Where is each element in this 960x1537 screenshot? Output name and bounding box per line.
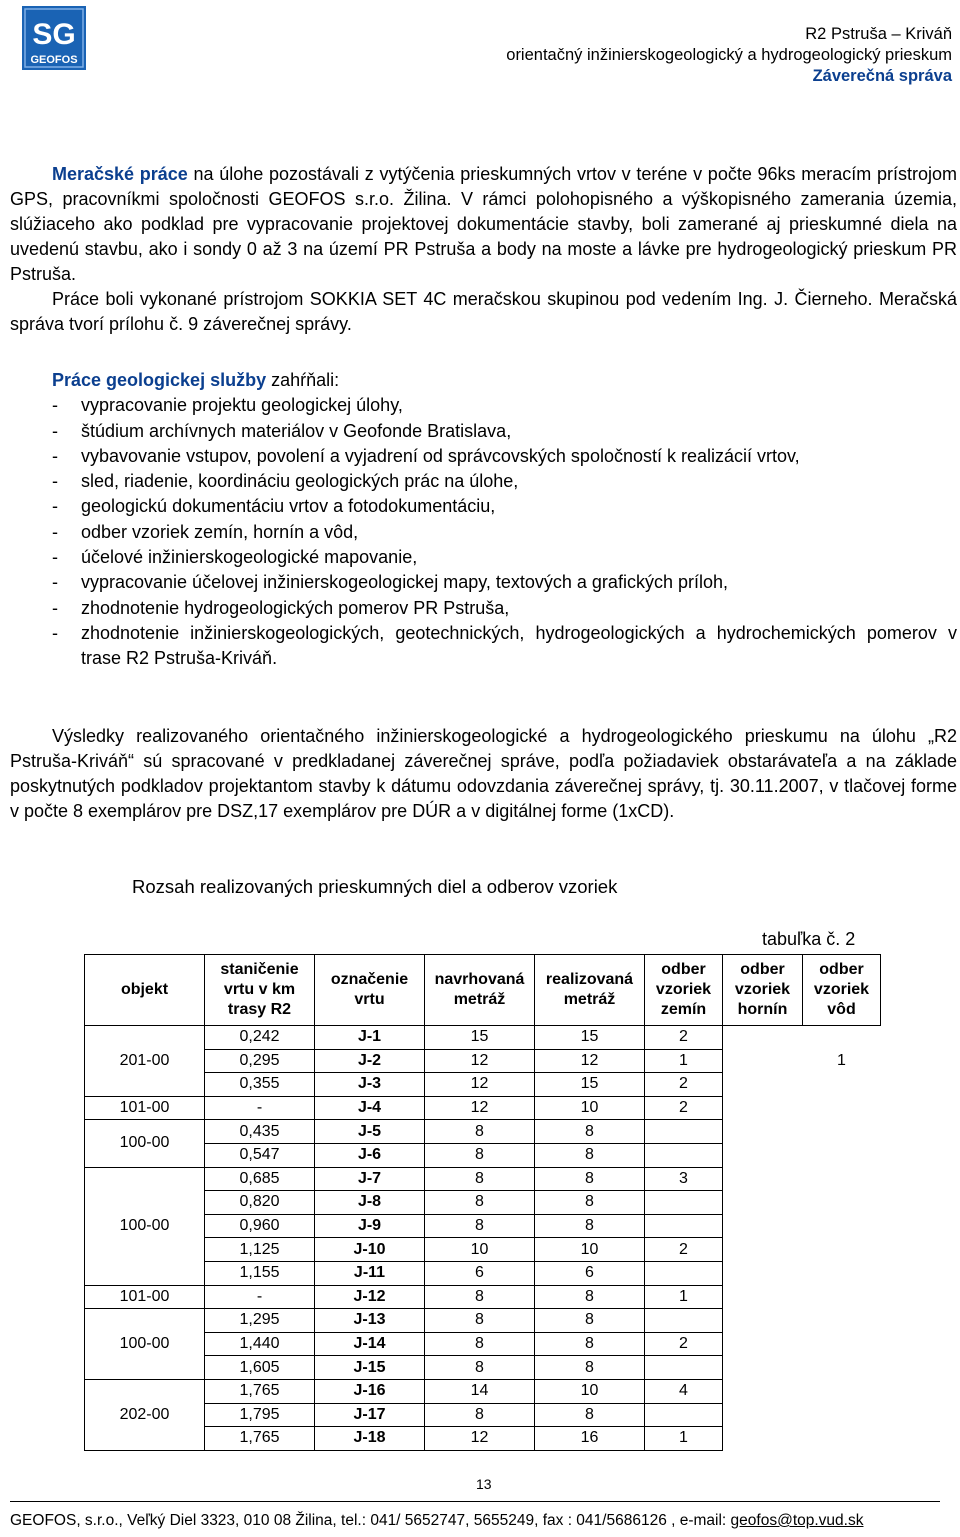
table-cell: 0,355 [205, 1073, 315, 1097]
table-cell: 8 [425, 1167, 535, 1191]
list-dash: - [52, 471, 58, 492]
table-cell [803, 1403, 881, 1427]
table-cell [803, 1120, 881, 1144]
geology-intro: zahŕňali: [266, 370, 340, 390]
table-row [85, 1143, 881, 1167]
footer-text: GEOFOS, s.r.o., Veľký Diel 3323, 010 08 Žilina, tel.: 041/ 5652747, 5655249, fax : 041/5686126 , e-mail: [10, 1512, 731, 1529]
object-cell: 101-00 [85, 1096, 205, 1120]
table-cell [803, 1379, 881, 1403]
list-item [10, 596, 957, 621]
table-cell: 12 [425, 1073, 535, 1097]
table-cell [803, 1214, 881, 1238]
table-cell [723, 1356, 803, 1380]
table-label: tabuľka č. 2 [762, 929, 856, 949]
table-caption: Rozsah realizovaných prieskumných diel a odberov vzoriek [132, 876, 618, 897]
footer-divider [10, 1501, 940, 1502]
table-cell: 2 [645, 1332, 723, 1356]
object-cell: 100-00 [85, 1167, 205, 1285]
header-subtitle: orientačný inžinierskogeologický a hydrogeologický prieskum [506, 46, 952, 64]
table-cell: J-2 [315, 1049, 425, 1073]
table-cell: 6 [535, 1261, 645, 1285]
table-cell [803, 1191, 881, 1215]
list-item [10, 570, 957, 595]
table-cell: 1,795 [205, 1403, 315, 1427]
table-cell: 12 [425, 1049, 535, 1073]
paragraph-surveying [10, 162, 957, 337]
table-cell: 8 [425, 1214, 535, 1238]
table-cell: 8 [535, 1143, 645, 1167]
table-row [85, 1191, 881, 1215]
table-cell: 15 [425, 1026, 535, 1050]
table-cell [645, 1403, 723, 1427]
table-cell: 0,547 [205, 1143, 315, 1167]
table-row [85, 1120, 881, 1144]
table-row [85, 1332, 881, 1356]
table-cell: 14 [425, 1379, 535, 1403]
table-cell [645, 1261, 723, 1285]
table-cell: 2 [645, 1096, 723, 1120]
table-cell [645, 1356, 723, 1380]
table-cell [803, 1427, 881, 1451]
table-cell [723, 1049, 803, 1073]
table-cell [803, 1238, 881, 1262]
list-item [10, 545, 957, 570]
table-cell [723, 1427, 803, 1451]
list-dash: - [52, 395, 58, 416]
table-cell [645, 1309, 723, 1333]
table-cell: J-10 [315, 1238, 425, 1262]
table-row [85, 1096, 881, 1120]
surveying-text-2: Práce boli vykonané prístrojom SOKKIA SET 4C meračskou skupinou pod vedením Ing. J. Čierneho. Meračská správa tvorí prílohu č. 9 záverečnej správy. [10, 289, 957, 334]
table-cell [723, 1120, 803, 1144]
table-cell: 10 [535, 1379, 645, 1403]
footer-email[interactable]: geofos@top.vud.sk [730, 1512, 864, 1529]
surveying-lead: Meračské práce [52, 164, 188, 184]
table-cell: 8 [535, 1403, 645, 1427]
table-cell: 12 [425, 1096, 535, 1120]
table-cell: 1 [645, 1427, 723, 1451]
table-cell: J-8 [315, 1191, 425, 1215]
list-item [10, 393, 957, 418]
list-item-text: zhodnotenie inžinierskogeologických, geotechnických, hydrogeologických a hydrochemických pomerov v trase R2 Pstruša-Kriváň. [81, 622, 957, 669]
table-cell: 8 [425, 1285, 535, 1309]
column-header: realizovaná metráž [535, 955, 645, 1026]
list-item-text: sled, riadenie, koordináciu geologických prác na úlohe, [81, 471, 519, 492]
table-cell: 12 [535, 1049, 645, 1073]
table-cell: J-6 [315, 1143, 425, 1167]
table-cell: 8 [535, 1120, 645, 1144]
table-cell: J-7 [315, 1167, 425, 1191]
table-cell: 10 [535, 1096, 645, 1120]
table-cell: 15 [535, 1026, 645, 1050]
table-cell: 1,765 [205, 1427, 315, 1451]
table-row [85, 1403, 881, 1427]
object-cell: 100-00 [85, 1120, 205, 1167]
table-cell: 0,685 [205, 1167, 315, 1191]
geology-services-list [10, 368, 957, 672]
table-cell: 4 [645, 1379, 723, 1403]
table-cell: J-15 [315, 1356, 425, 1380]
table-row [85, 1214, 881, 1238]
column-header: objekt [85, 955, 205, 1026]
table-cell [645, 1191, 723, 1215]
table-cell: 2 [645, 1238, 723, 1262]
column-header: navrhovaná metráž [425, 955, 535, 1026]
table-cell: J-1 [315, 1026, 425, 1050]
table-cell: 8 [425, 1403, 535, 1427]
table-cell [723, 1143, 803, 1167]
table-cell: 1,605 [205, 1356, 315, 1380]
table-cell [803, 1167, 881, 1191]
table-cell [723, 1379, 803, 1403]
table-row [85, 1049, 881, 1073]
list-dash: - [52, 597, 58, 618]
table-cell [723, 1167, 803, 1191]
table-cell [723, 1332, 803, 1356]
column-header: odber vzoriek zemín [645, 955, 723, 1026]
list-dash: - [52, 420, 58, 441]
table-cell: J-5 [315, 1120, 425, 1144]
table-row [85, 1167, 881, 1191]
table-cell [723, 1214, 803, 1238]
table-row [85, 1238, 881, 1262]
table-cell: J-9 [315, 1214, 425, 1238]
table-cell: 6 [425, 1261, 535, 1285]
table-cell: - [205, 1285, 315, 1309]
surveying-text: na úlohe pozostávali z vytýčenia prieskumných vrtov v teréne v počte 96ks meracím prístrojom GPS, pracovníkmi spoločnosti GEOFOS s.r.o. Žilina. V rámci polohopisného a výškopisného zamerania územia, slúžiaceho ako podklad pre vypracovanie projektovej dokumentácie stavby, boli zamerané aj prieskumné diela na uvedenú stavbu, ako i sondy 0 až 3 na území PR Pstruša a body na moste a lávke pre hydrogeologický prieskum PR Pstruša. [10, 164, 957, 284]
table-cell: J-3 [315, 1073, 425, 1097]
list-item-text: zhodnotenie hydrogeologických pomerov PR Pstruša, [81, 597, 510, 618]
table-cell [723, 1285, 803, 1309]
logo-mark: SG [32, 18, 76, 51]
header-project-title: R2 Pstruša – Kriváň [805, 25, 952, 43]
geofos-logo [22, 6, 86, 70]
table-cell [803, 1261, 881, 1285]
list-item-text: vybavovanie vstupov, povolení a vyjadrení od správcovských spoločností k realizácií vrtov, [81, 445, 800, 466]
list-item-text: účelové inžinierskogeologické mapovanie, [81, 547, 418, 568]
column-header: odber vzoriek hornín [723, 955, 803, 1026]
logo-text: GEOFOS [30, 54, 78, 66]
list-dash: - [52, 572, 58, 593]
paragraph-results [10, 724, 957, 824]
table-cell: 12 [425, 1427, 535, 1451]
table-cell: 0,435 [205, 1120, 315, 1144]
table-cell: 1,765 [205, 1379, 315, 1403]
table-cell [723, 1096, 803, 1120]
table-row [85, 1379, 881, 1403]
table-cell [803, 1143, 881, 1167]
list-dash: - [52, 547, 58, 568]
list-item [10, 621, 957, 672]
object-cell: 202-00 [85, 1379, 205, 1450]
table-cell: J-12 [315, 1285, 425, 1309]
list-item [10, 469, 957, 494]
list-dash: - [52, 521, 58, 542]
table-cell: 16 [535, 1427, 645, 1451]
list-item-text: štúdium archívnych materiálov v Geofonde Bratislava, [81, 420, 512, 441]
table-cell: 8 [535, 1309, 645, 1333]
table-cell: 3 [645, 1167, 723, 1191]
table-cell: 0,295 [205, 1049, 315, 1073]
table-cell [803, 1356, 881, 1380]
table-cell: 1,125 [205, 1238, 315, 1262]
table-cell: 8 [425, 1356, 535, 1380]
table-cell: 15 [535, 1073, 645, 1097]
footer [10, 1512, 863, 1530]
table-cell: J-17 [315, 1403, 425, 1427]
list-item-text: vypracovanie projektu geologickej úlohy, [81, 395, 403, 416]
table-cell [803, 1026, 881, 1050]
table-cell: 8 [535, 1214, 645, 1238]
table-cell: 2 [645, 1073, 723, 1097]
table-cell [723, 1309, 803, 1333]
column-header: označenie vrtu [315, 955, 425, 1026]
table-row [85, 1427, 881, 1451]
list-item [10, 520, 957, 545]
table-cell: 1 [645, 1049, 723, 1073]
table-cell: 8 [425, 1191, 535, 1215]
table-cell: 10 [535, 1238, 645, 1262]
list-item [10, 494, 957, 519]
table-cell: 8 [425, 1143, 535, 1167]
object-cell: 100-00 [85, 1309, 205, 1380]
table-header-row [85, 955, 881, 1026]
table-cell: 1,440 [205, 1332, 315, 1356]
list-dash: - [52, 445, 58, 466]
table-cell: J-16 [315, 1379, 425, 1403]
table-cell [723, 1191, 803, 1215]
table-cell: 8 [535, 1332, 645, 1356]
table-row [85, 1026, 881, 1050]
table-row [85, 1309, 881, 1333]
table-cell: 1,155 [205, 1261, 315, 1285]
table-cell [723, 1261, 803, 1285]
table-cell: 8 [425, 1120, 535, 1144]
table-cell: 2 [645, 1026, 723, 1050]
object-cell: 101-00 [85, 1285, 205, 1309]
results-text: Výsledky realizovaného orientačného inžinierskogeologické a hydrogeologického prieskumu na úlohu „R2 Pstruša-Kriváň“ sú spracované v predkladanej záverečnej správe, podľa požiadaviek obstarávateľa a na základe poskytnutých podkladov projektantom stavby k dátumu odovzdania záverečnej správy, tj. 30.11.2007, v tlačovej forme v počte 8 exemplárov pre DSZ,17 exemplárov pre DÚR a v digitálnej forme (1xCD). [10, 726, 957, 821]
table-cell [803, 1096, 881, 1120]
table-cell: J-18 [315, 1427, 425, 1451]
table-cell: 1 [803, 1049, 881, 1073]
table-cell: J-11 [315, 1261, 425, 1285]
column-header: odber vzoriek vôd [803, 955, 881, 1026]
list-item-text: odber vzoriek zemín, hornín a vôd, [81, 521, 359, 542]
table-cell: J-13 [315, 1309, 425, 1333]
table-cell [723, 1403, 803, 1427]
table-cell [803, 1285, 881, 1309]
column-header: staničenie vrtu v km trasy R2 [205, 955, 315, 1026]
header-report-type: Záverečná správa [812, 67, 952, 85]
list-item [10, 444, 957, 469]
list-item-text: geologickú dokumentáciu vrtov a fotodokumentáciu, [81, 496, 496, 517]
table-cell: 10 [425, 1238, 535, 1262]
table-cell [645, 1214, 723, 1238]
table-cell: J-4 [315, 1096, 425, 1120]
page-number: 13 [476, 1476, 492, 1492]
table-cell [645, 1120, 723, 1144]
table-cell: 8 [425, 1309, 535, 1333]
list-dash: - [52, 622, 58, 643]
geology-lead: Práce geologickej služby [52, 370, 267, 390]
table-row [85, 1356, 881, 1380]
table-row [85, 1261, 881, 1285]
list-dash: - [52, 496, 58, 517]
table-row [85, 1285, 881, 1309]
list-item-text: vypracovanie účelovej inžinierskogeologickej mapy, textových a grafických príloh, [81, 572, 728, 593]
list-item [10, 419, 957, 444]
table-cell [723, 1026, 803, 1050]
table-cell: 8 [535, 1285, 645, 1309]
table-cell [723, 1238, 803, 1262]
table-cell [803, 1332, 881, 1356]
object-cell: 201-00 [85, 1026, 205, 1097]
table-cell: 1 [645, 1285, 723, 1309]
table-cell: 0,820 [205, 1191, 315, 1215]
document-header [506, 24, 952, 87]
survey-table [84, 954, 881, 1451]
table-cell [803, 1309, 881, 1333]
table-cell: 0,960 [205, 1214, 315, 1238]
table-cell: 0,242 [205, 1026, 315, 1050]
table-cell: - [205, 1096, 315, 1120]
table-row [85, 1073, 881, 1097]
table-cell: 8 [535, 1356, 645, 1380]
table-cell [645, 1143, 723, 1167]
table-cell: 8 [535, 1191, 645, 1215]
table-cell: 1,295 [205, 1309, 315, 1333]
table-cell: J-14 [315, 1332, 425, 1356]
table-cell [723, 1073, 803, 1097]
table-cell: 8 [535, 1167, 645, 1191]
table-cell [803, 1073, 881, 1097]
table-cell: 8 [425, 1332, 535, 1356]
